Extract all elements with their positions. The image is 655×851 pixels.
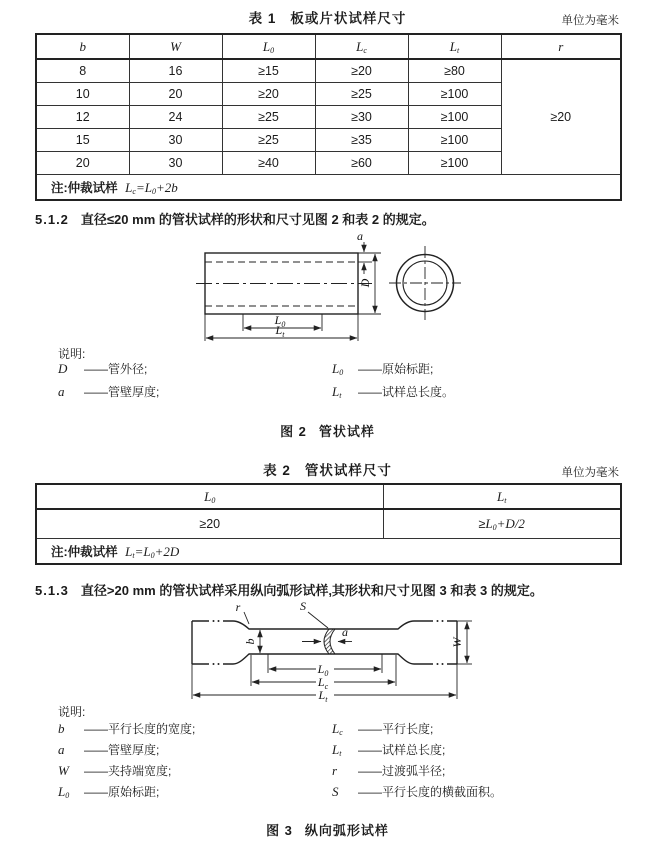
fig3-legend-item-L0: $L_0$ ——原始标距; bbox=[58, 784, 160, 800]
fig2-legend-item-L0: $L_0$ ——原始标距; bbox=[332, 361, 434, 377]
cell-r-merged: ≥20 bbox=[501, 59, 621, 175]
fig3-legend-item-S: S ——平行长度的横截面积。 bbox=[332, 784, 503, 799]
cell-L0: ≥40 bbox=[222, 152, 315, 175]
cell-L0: ≥25 bbox=[222, 129, 315, 152]
table1-header-row bbox=[36, 34, 621, 59]
cell-b: 10 bbox=[36, 83, 129, 106]
table1-header-Lt: $L_t$ bbox=[408, 34, 501, 59]
cell-Lc: ≥25 bbox=[315, 83, 408, 106]
fig3-label-S: S bbox=[300, 599, 306, 613]
table2-title-number: 表 2 bbox=[263, 463, 291, 478]
fig2-label-D: D bbox=[358, 278, 372, 288]
fig2-label-L0: $L_0$ bbox=[274, 313, 286, 329]
section-number: 5.1.2 bbox=[35, 212, 69, 227]
fig2-legend-item-a: a ——管壁厚度; bbox=[58, 384, 160, 399]
fig3-label-r: r bbox=[235, 600, 241, 614]
fig2-legend-item-D: D ——管外径; bbox=[58, 361, 148, 376]
table2-note: 注:仲裁试样 $L_t=L_0+2D$ bbox=[36, 539, 621, 565]
figure3-drawing bbox=[0, 597, 655, 709]
figure2-drawing bbox=[0, 232, 655, 352]
leader-S bbox=[308, 612, 328, 628]
fig2-label-Lt: $L_t$ bbox=[275, 323, 285, 339]
table1-header-Lc: $L_c$ bbox=[315, 34, 408, 59]
cell-W: 30 bbox=[129, 152, 222, 175]
fig3-legend-title: 说明: bbox=[58, 705, 86, 719]
fig3-label-b: b bbox=[243, 638, 257, 645]
cell-Lt: ≥100 bbox=[408, 83, 501, 106]
table2-header-Lt: $L_t$ bbox=[383, 484, 621, 509]
table2-row bbox=[36, 509, 621, 539]
table1 bbox=[35, 33, 622, 201]
cell-Lc: ≥20 bbox=[315, 59, 408, 83]
section-text: 直径>20 mm 的管状试样采用纵向弧形试样,其形状和尺寸见图 3 和表 3 的规定。 bbox=[80, 583, 543, 598]
table2-unit-label: 单位为毫米 bbox=[561, 467, 619, 479]
cell-L0: ≥15 bbox=[222, 59, 315, 83]
table1-title-text: 板或片状试样尺寸 bbox=[290, 11, 407, 26]
fig3-label-Lt: $L_t$ bbox=[318, 688, 328, 704]
fig2-legend-title: 说明: bbox=[58, 347, 86, 361]
cell-b: 8 bbox=[36, 59, 129, 83]
cell-Lt: ≥100 bbox=[408, 129, 501, 152]
table2 bbox=[35, 483, 622, 565]
cell-Lc: ≥30 bbox=[315, 106, 408, 129]
fig3-legend-item-Lt: $L_t$ ——试样总长度; bbox=[332, 742, 446, 758]
cell-L0: ≥25 bbox=[222, 106, 315, 129]
table1-header-r: r bbox=[501, 34, 621, 59]
fig2-legend-item-Lt: $L_t$ ——试样总长度。 bbox=[332, 384, 455, 400]
table1-note-row bbox=[36, 175, 621, 201]
cell-b: 12 bbox=[36, 106, 129, 129]
figure3-caption bbox=[0, 820, 655, 839]
cell-Lt-value: $\ge L_0+D/2$ bbox=[383, 509, 621, 539]
table1-title-number: 表 1 bbox=[248, 11, 277, 26]
table1-header-L0: $L_0$ bbox=[222, 34, 315, 59]
section-number: 5.1.3 bbox=[35, 583, 69, 598]
cell-Lt: ≥100 bbox=[408, 106, 501, 129]
table2-title bbox=[0, 459, 655, 479]
table2-header-row bbox=[36, 484, 621, 509]
fig3-legend-item-b: b ——平行长度的宽度; bbox=[58, 721, 196, 736]
cell-L0-value: ≥20 bbox=[36, 509, 383, 539]
table1-note: 注:仲裁试样 $L_c=L_0+2b$ bbox=[36, 175, 621, 201]
table1-unit-label: 单位为毫米 bbox=[561, 15, 619, 27]
table2-title-text: 管状试样尺寸 bbox=[304, 463, 392, 478]
fig3-label-L0: $L_0$ bbox=[317, 662, 329, 678]
table1-header-b: b bbox=[36, 34, 129, 59]
fig3-legend-item-r: r ——过渡弧半径; bbox=[332, 763, 446, 778]
section-5-1-2 bbox=[35, 209, 435, 228]
section-text: 直径≤20 mm 的管状试样的形状和尺寸见图 2 和表 2 的规定。 bbox=[80, 212, 435, 227]
cell-W: 20 bbox=[129, 83, 222, 106]
section-arc-hatched bbox=[324, 629, 335, 654]
cell-Lc: ≥60 bbox=[315, 152, 408, 175]
cell-W: 30 bbox=[129, 129, 222, 152]
cell-L0: ≥20 bbox=[222, 83, 315, 106]
figure2-caption bbox=[0, 421, 655, 440]
table2-header-L0: $L_0$ bbox=[36, 484, 383, 509]
specimen-outline-bottom bbox=[192, 654, 457, 664]
leader-r bbox=[244, 612, 249, 624]
figure2-caption-text: 管状试样 bbox=[318, 424, 375, 439]
figure3-caption-text: 纵向弧形试样 bbox=[304, 823, 389, 838]
cell-Lt: ≥100 bbox=[408, 152, 501, 175]
cell-W: 24 bbox=[129, 106, 222, 129]
fig3-label-Lc: $L_c$ bbox=[317, 675, 329, 691]
cell-Lc: ≥35 bbox=[315, 129, 408, 152]
fig2-label-a: a bbox=[357, 232, 363, 243]
cell-b: 20 bbox=[36, 152, 129, 175]
cell-W: 16 bbox=[129, 59, 222, 83]
cell-b: 15 bbox=[36, 129, 129, 152]
figure2-caption-number: 图 2 bbox=[280, 424, 307, 439]
table1-header-W: W bbox=[129, 34, 222, 59]
fig3-legend-item-Lc: $L_c$ ——平行长度; bbox=[332, 721, 434, 737]
table1-title bbox=[0, 7, 655, 27]
table2-note-row bbox=[36, 539, 621, 565]
fig3-label-a: a bbox=[342, 625, 348, 639]
fig3-label-W: W bbox=[450, 637, 464, 648]
fig3-legend-item-a: a ——管壁厚度; bbox=[58, 742, 160, 757]
table1-row bbox=[36, 59, 621, 83]
figure3-caption-number: 图 3 bbox=[266, 823, 293, 838]
fig3-legend-item-W: W ——夹持端宽度; bbox=[58, 763, 172, 778]
cell-Lt: ≥80 bbox=[408, 59, 501, 83]
